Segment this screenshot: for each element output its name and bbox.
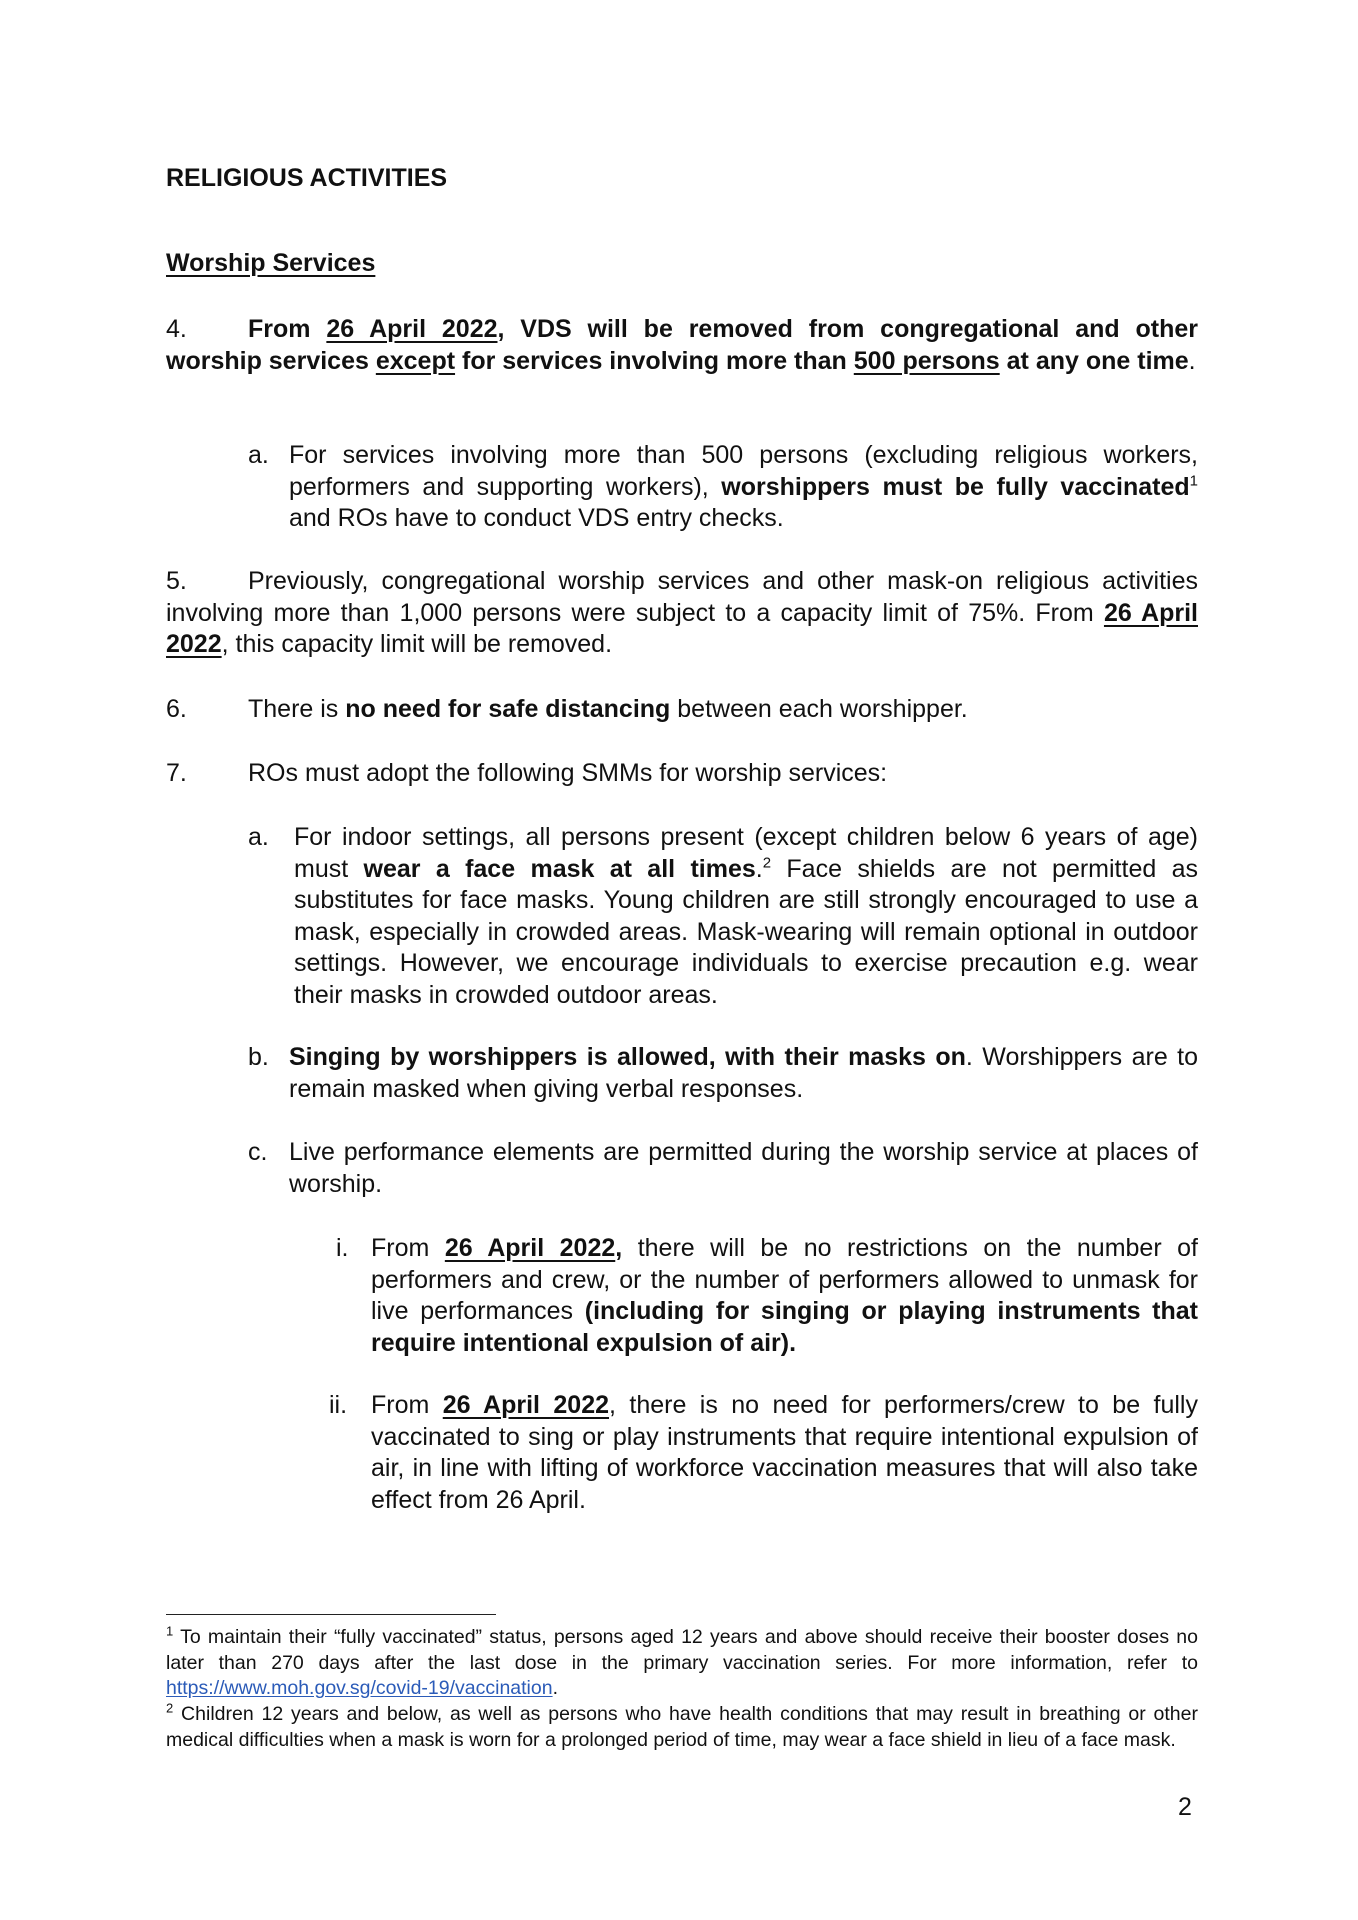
footnote-2: $^2$ Children 12 years and below, as well as persons who have health conditions that may result in breathing or other medical difficulties when a mask is worn for a prolonged period of time, may wear a face shield in lieu of a face mask. bbox=[166, 1700, 1198, 1751]
paragraph-6: There is no need for safe distancing between each worshipper. bbox=[248, 695, 968, 723]
section-heading: RELIGIOUS ACTIVITIES bbox=[166, 164, 448, 192]
paragraph-7c: Live performance elements are permitted during the worship service at places of worship. bbox=[289, 1138, 1198, 1198]
list-label: a. bbox=[248, 823, 269, 851]
paragraph-4: From 26 April 2022, VDS will be removed from congregational and other worship services except for services involving more than 500 persons at any one time. bbox=[166, 315, 1198, 375]
list-label: i. bbox=[336, 1234, 349, 1262]
footnote-1: $^1$ To maintain their “fully vaccinated” status, persons aged 12 years and above should receive their booster doses no later than 270 days after the last dose in the primary vaccination series. For more information, refer to https://www.moh.gov.sg/covid-19/vaccination. bbox=[166, 1623, 1198, 1699]
footnote-ref: 2 bbox=[762, 854, 772, 872]
list-label: c. bbox=[248, 1138, 268, 1166]
date-emphasis: 26 April 2022 bbox=[442, 1391, 610, 1419]
footnote-ref: 1 bbox=[1189, 472, 1198, 490]
paragraph-7c-ii: From 26 April 2022, there is no need for performers/crew to be fully vaccinated to sing or play instruments that require intentional expulsion of air, in line with lifting of workforce vaccination measures that will also take effect from 26 April. bbox=[371, 1391, 1198, 1514]
list-label: b. bbox=[248, 1043, 269, 1071]
paragraph-number: 4. bbox=[166, 315, 187, 343]
paragraph-7: ROs must adopt the following SMMs for worship services: bbox=[248, 759, 888, 787]
paragraph-5: Previously, congregational worship services and other mask-on religious activities involving more than 1,000 persons were subject to a capacity limit of 75%. From 26 April 2022, this capacity limit will be removed. bbox=[166, 567, 1198, 658]
paragraph-7a: For indoor settings, all persons present (except children below 6 years of age) must wear a face mask at all times.$^2$ Face shields are not permitted as substitutes for face masks. Young children are still strongly encouraged to use a mask, especially in crowded areas. Mask-wearing will remain optional in outdoor settings. However, we encourage individuals to exercise precaution e.g. wear their masks in crowded outdoor areas. bbox=[294, 823, 1199, 1009]
paragraph-4a: For services involving more than 500 persons (excluding religious workers, performers and supporting workers), worshippers must be fully vaccinated$^1$ and ROs have to conduct VDS entry checks. bbox=[289, 441, 1198, 532]
vaccination-link[interactable]: https://www.moh.gov.sg/covid-19/vaccination bbox=[166, 1677, 553, 1699]
footnote-separator bbox=[166, 1614, 496, 1615]
list-label: ii. bbox=[329, 1391, 348, 1419]
paragraph-number: 7. bbox=[166, 759, 187, 787]
list-label: a. bbox=[248, 441, 269, 469]
paragraph-7b: Singing by worshippers is allowed, with their masks on. Worshippers are to remain masked when giving verbal responses. bbox=[289, 1043, 1198, 1103]
subsection-heading: Worship Services bbox=[166, 249, 376, 277]
paragraph-number: 5. bbox=[166, 567, 187, 595]
paragraph-7c-i: From 26 April 2022, there will be no restrictions on the number of performers and crew, or the number of performers allowed to unmask for live performances (including for singing or playing instruments that require intentional expulsion of air). bbox=[371, 1234, 1199, 1357]
date-emphasis: 26 April 2022 bbox=[444, 1234, 616, 1262]
date-emphasis: 26 April 2022 bbox=[326, 315, 498, 343]
date-emphasis: 26 April 2022 bbox=[166, 598, 1198, 658]
paragraph-number: 6. bbox=[166, 695, 187, 723]
page-number: 2 bbox=[1178, 1793, 1192, 1821]
